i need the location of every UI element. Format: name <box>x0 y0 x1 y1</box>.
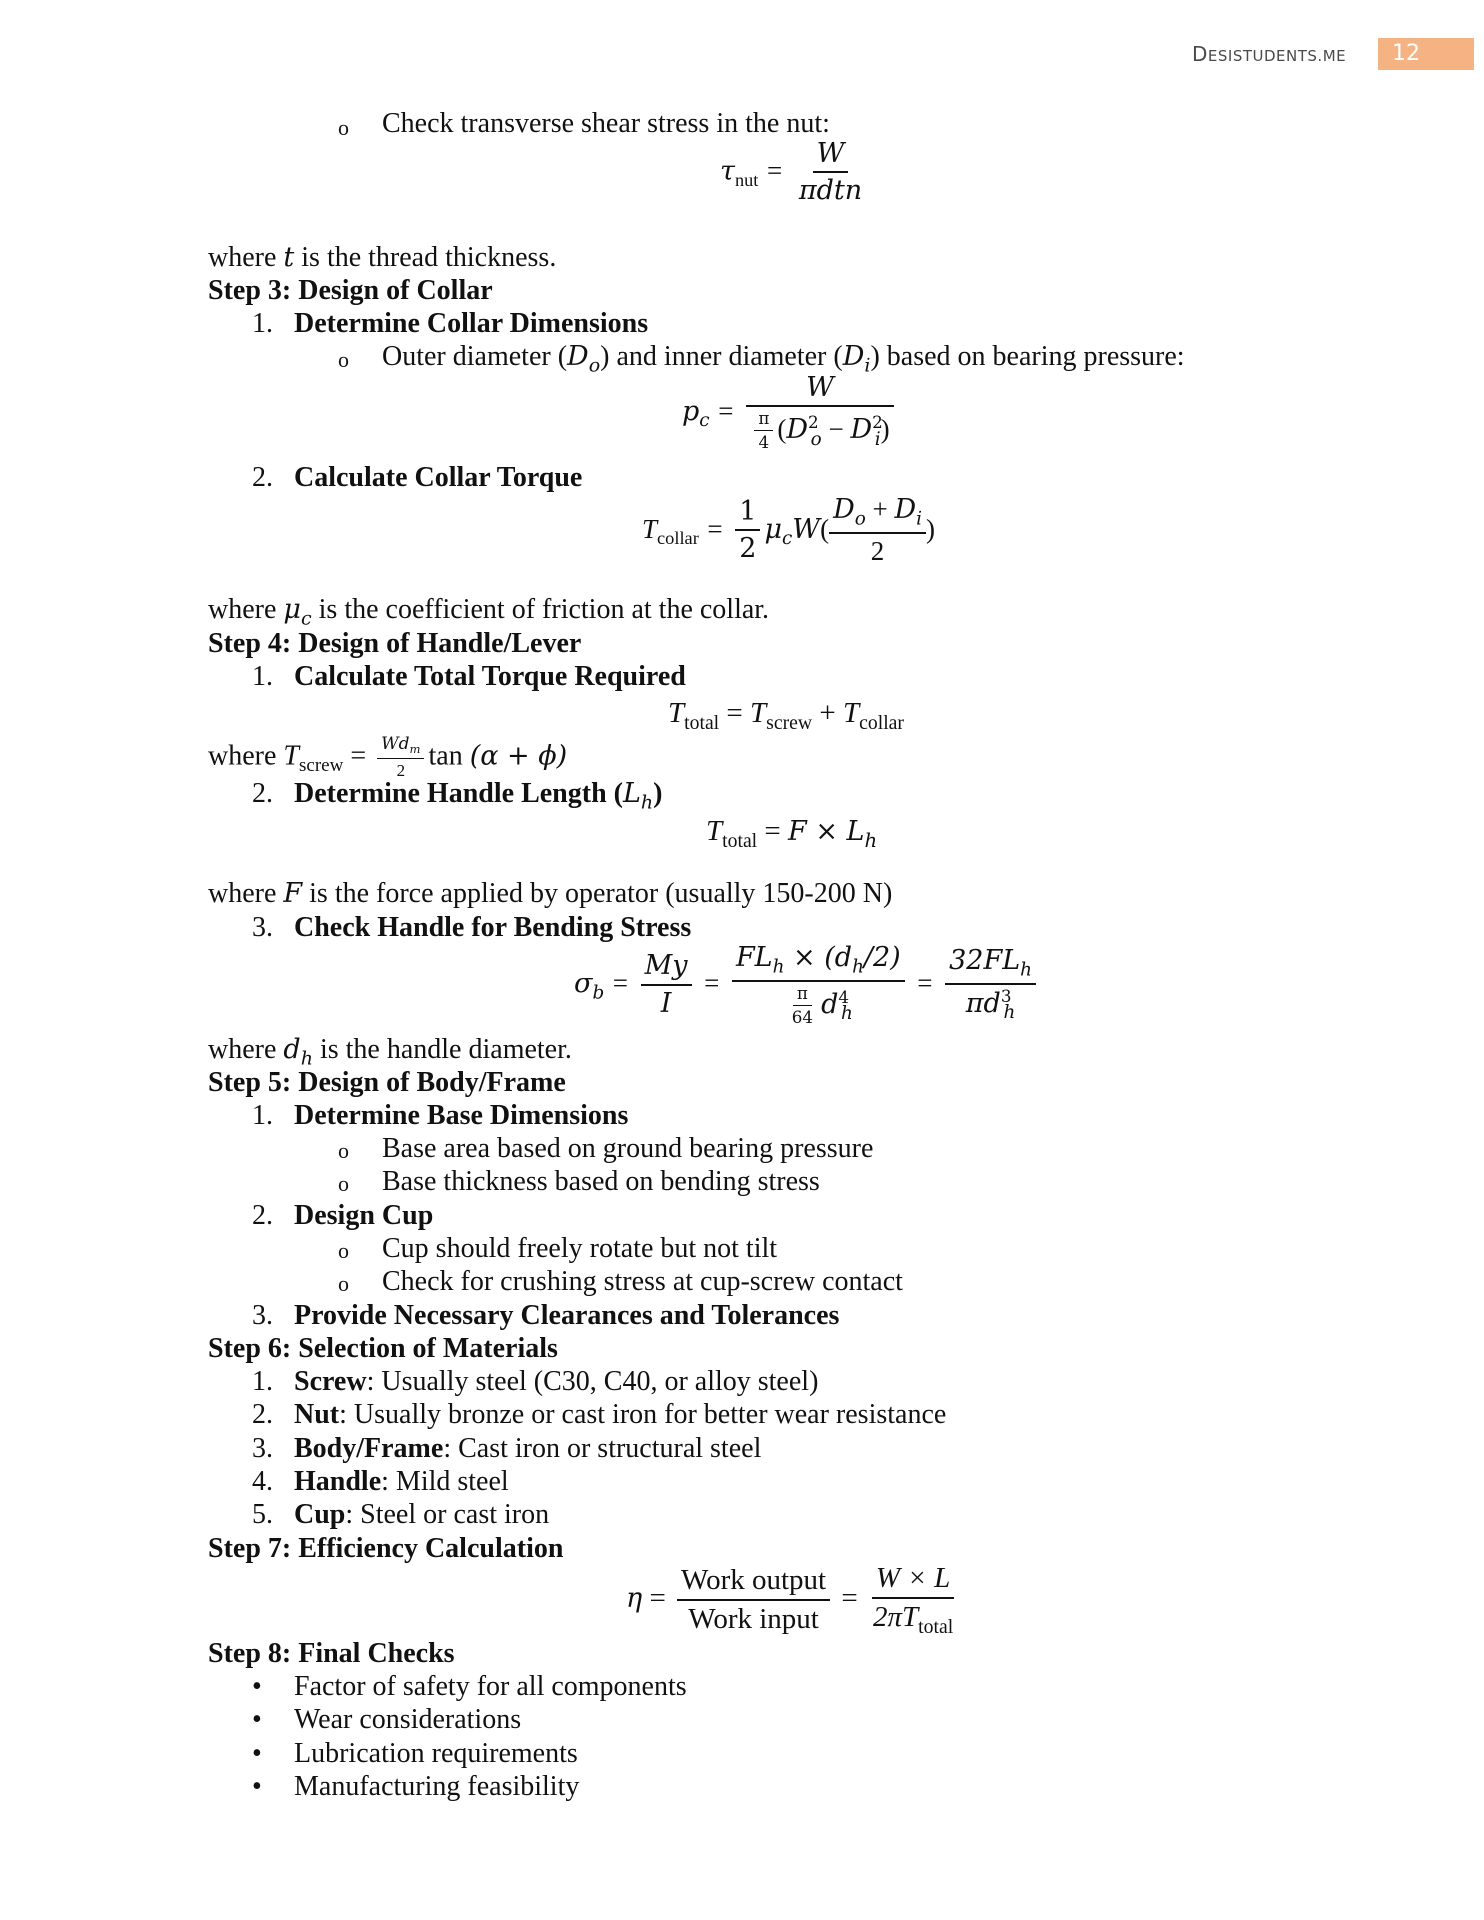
denominator: πdtn <box>798 175 863 207</box>
math-subscript: c <box>782 528 793 550</box>
text-run: where <box>208 594 284 625</box>
math-subscript: o <box>588 354 601 377</box>
site-name-rest: ESISTUDENTS.ME <box>1207 47 1347 65</box>
math-subscript: h <box>864 828 878 852</box>
material-item <box>252 1465 509 1499</box>
material-item <box>252 1398 946 1432</box>
item-label: Handle <box>294 1466 382 1497</box>
bullet-dot-icon: • <box>252 1771 262 1802</box>
numerator: W × L <box>872 1562 954 1599</box>
final-check-item: Manufacturing feasibility <box>294 1771 580 1802</box>
hollow-bullet-icon: o <box>338 1171 349 1196</box>
formula-subscript: screw <box>766 711 813 734</box>
step-5-item-2-number: 2. <box>252 1200 273 1231</box>
equals-sign: = <box>707 513 723 544</box>
sub-bullet-text: Cup should freely rotate but not tilt <box>382 1233 778 1264</box>
equals-sign: = <box>726 697 743 729</box>
math-subscript: h <box>772 956 785 978</box>
denominator <box>780 982 857 1027</box>
formula-collar-pressure <box>682 372 898 453</box>
step-6-heading: Step 6: Selection of Materials <box>208 1333 558 1364</box>
item-label: Body/Frame <box>294 1433 444 1464</box>
equals-sign: = <box>704 968 720 998</box>
formula-subscript: collar <box>657 528 699 549</box>
site-name-initial: D <box>1192 42 1208 66</box>
numerator <box>945 945 1036 985</box>
step-4-item-3-number: 3. <box>252 912 273 943</box>
math-expression: 2πT <box>872 1601 919 1634</box>
formula-symbol: p <box>682 395 700 427</box>
text-run: is the coefficient of friction at the collar. <box>311 594 770 625</box>
where-tscrew-text <box>208 735 567 783</box>
site-name <box>1192 42 1346 66</box>
item-text: : Usually steel (C30, C40, or alloy steel) <box>366 1366 819 1397</box>
numerator: W <box>813 138 849 173</box>
hollow-bullet-icon: o <box>338 347 349 372</box>
math-subscript: h <box>640 791 654 814</box>
fraction <box>735 496 760 564</box>
formula-subscript: total <box>722 829 758 852</box>
numerator <box>732 942 905 982</box>
denominator: 2 <box>870 535 885 566</box>
math-subscript: c <box>300 607 312 630</box>
step-5-item-1-number: 1. <box>252 1100 273 1131</box>
math-subscript: o <box>810 428 822 450</box>
item-number: 1. <box>252 1366 273 1397</box>
denominator: 4 <box>758 432 770 453</box>
math-var: d <box>821 988 839 1020</box>
numerator: Work output <box>677 1564 830 1601</box>
step-4-item-3-label: Check Handle for Bending Stress <box>294 912 692 943</box>
equals-sign: = <box>841 1582 858 1615</box>
item-number: 2. <box>252 1399 273 1430</box>
fraction <box>945 945 1036 1023</box>
formula-tau-nut <box>720 138 870 206</box>
fraction <box>732 942 905 1027</box>
step-3-item-2-number: 2. <box>252 462 273 493</box>
math-var: D <box>786 414 809 446</box>
formula-symbol: T <box>668 697 685 729</box>
denominator <box>962 985 1020 1024</box>
denominator <box>869 1599 957 1639</box>
math-subscript: o <box>854 508 866 530</box>
step-5-item-2-label: Design Cup <box>294 1200 434 1231</box>
step-4-heading: Step 4: Design of Handle/Lever <box>208 628 582 659</box>
equals-sign: = <box>764 815 781 847</box>
formula-symbol: η <box>626 1583 643 1615</box>
fraction <box>869 1562 957 1639</box>
math-expression: /2) <box>863 942 901 973</box>
superscript: 4 <box>838 986 850 1007</box>
formula-symbol: σ <box>574 968 593 999</box>
item-label: Screw <box>294 1366 367 1397</box>
formula-subscript: total <box>684 711 720 734</box>
formula-symbol: T <box>283 740 299 772</box>
page-number-box <box>1378 38 1474 70</box>
formula-subscript: collar <box>859 711 904 734</box>
formula-collar-torque <box>642 494 935 567</box>
math-var: t <box>283 242 295 273</box>
formula-efficiency <box>626 1562 961 1639</box>
fraction <box>795 138 866 206</box>
fraction <box>754 409 773 452</box>
denominator: 2 <box>739 533 757 565</box>
step-4-item-1-label: Calculate Total Torque Required <box>294 661 686 692</box>
step-7-heading: Step 7: Efficiency Calculation <box>208 1533 564 1564</box>
superscript: 2 <box>872 412 883 433</box>
formula-symbol: T <box>706 815 723 847</box>
step-3-item-1-number: 1. <box>252 308 273 339</box>
item-text: : Steel or cast iron <box>345 1499 550 1530</box>
hollow-bullet-icon: o <box>338 115 349 140</box>
formula-bending-stress <box>574 942 1040 1027</box>
math-expression: πd <box>965 988 1001 1020</box>
equals-sign: = <box>718 395 734 426</box>
step-3-heading: Step 3: Design of Collar <box>208 275 493 306</box>
item-label: Nut <box>294 1399 340 1430</box>
paren: ( <box>820 513 830 544</box>
item-text: : Cast iron or structural steel <box>443 1433 762 1464</box>
equals-sign: = <box>917 968 933 998</box>
step-5-item-1-label: Determine Base Dimensions <box>294 1100 629 1131</box>
superscript: 2 <box>808 412 819 433</box>
formula-handle-length <box>706 814 877 858</box>
text-run: where <box>208 878 284 909</box>
math-var: FL <box>735 942 773 973</box>
sub-bullet-text: Check transverse shear stress in the nut: <box>382 108 830 139</box>
denominator: 64 <box>791 1006 814 1027</box>
item-number: 4. <box>252 1466 273 1497</box>
step-5-heading: Step 5: Design of Body/Frame <box>208 1067 566 1098</box>
numerator: 1 <box>735 496 760 531</box>
math-var: d <box>283 1034 301 1065</box>
text-run: where <box>208 1034 284 1065</box>
material-item <box>252 1365 818 1399</box>
step-4-item-2-label <box>294 777 663 820</box>
text-run: is the handle diameter. <box>312 1034 572 1065</box>
paren: ( <box>777 414 787 445</box>
math-var: D <box>894 494 917 525</box>
hollow-bullet-icon: o <box>338 1271 349 1296</box>
math-subscript: m <box>409 742 421 757</box>
formula-symbol: T <box>642 513 658 544</box>
equals-sign: = <box>612 968 629 998</box>
text-run: ) <box>653 778 663 809</box>
item-number: 5. <box>252 1499 273 1530</box>
sub-bullet-item <box>338 110 349 145</box>
math-var: Wd <box>381 734 410 754</box>
math-var: W <box>792 513 821 545</box>
formula-subscript: b <box>592 982 605 1004</box>
numerator: My <box>641 950 692 985</box>
denominator: 2 <box>396 761 406 781</box>
math-subscript: h <box>841 1003 853 1025</box>
sub-bullet-text: Check for crushing stress at cup-screw contact <box>382 1266 903 1297</box>
math-subscript: h <box>1020 959 1032 981</box>
paren: ) <box>880 414 890 445</box>
formula-subscript: total <box>918 1616 954 1639</box>
step-5-item-3-label: Provide Necessary Clearances and Tolerances <box>294 1300 840 1331</box>
plus-sign: + <box>865 494 895 524</box>
final-check-item: Factor of safety for all components <box>294 1671 687 1702</box>
text-run: ) and inner diameter ( <box>600 341 843 372</box>
fraction <box>829 494 926 567</box>
math-var: D <box>833 494 855 525</box>
superscript: 3 <box>1000 985 1012 1006</box>
step-4-item-2-number: 2. <box>252 778 273 809</box>
text-run: Determine Handle Length ( <box>294 778 623 809</box>
final-check-item: Wear considerations <box>294 1704 522 1735</box>
denominator: Work input <box>688 1603 819 1636</box>
math-subscript: i <box>916 508 923 530</box>
math-var: D <box>850 414 873 446</box>
math-subscript: h <box>852 956 864 978</box>
page-number: 12 <box>1392 41 1420 66</box>
formula-subscript: c <box>699 410 710 432</box>
fraction <box>746 372 894 453</box>
item-label: Cup <box>294 1499 346 1530</box>
numerator: W <box>746 372 894 407</box>
material-item <box>252 1432 761 1466</box>
numerator <box>377 735 424 759</box>
equals-sign: = <box>649 1582 666 1615</box>
text-run: where <box>208 740 284 772</box>
formula-symbol: T <box>842 697 860 729</box>
math-var: μ <box>283 594 301 625</box>
math-expression: F × L <box>788 816 865 847</box>
plus-sign: + <box>819 697 836 729</box>
paren: ) <box>926 513 936 544</box>
step-8-heading: Step 8: Final Checks <box>208 1638 455 1669</box>
text-run: ) based on bearing pressure: <box>870 341 1185 372</box>
math-var: μ <box>764 513 782 545</box>
numerator: π <box>793 984 812 1006</box>
math-expression: 32FL <box>949 945 1021 977</box>
math-var: D <box>842 341 865 372</box>
minus-sign: − <box>821 414 851 445</box>
bullet-dot-icon: • <box>252 1738 262 1769</box>
formula-total-torque <box>668 696 904 740</box>
step-5-item-3-number: 3. <box>252 1300 273 1331</box>
math-subscript: i <box>864 354 871 377</box>
hollow-bullet-icon: o <box>338 1138 349 1163</box>
bullet-dot-icon: • <box>252 1671 262 1702</box>
formula-subscript: screw <box>298 755 344 777</box>
item-number: 3. <box>252 1433 273 1464</box>
tan-function: tan <box>428 740 463 772</box>
numerator <box>829 494 926 534</box>
step-3-item-2-label: Calculate Collar Torque <box>294 462 583 493</box>
text-run: is the thread thickness. <box>294 242 557 273</box>
item-text: : Mild steel <box>381 1466 509 1497</box>
where-f-text <box>208 877 892 911</box>
denominator <box>746 407 893 452</box>
equals-sign: = <box>767 155 783 186</box>
where-t-text <box>208 241 556 275</box>
text-run: is the force applied by operator (usually 150-200 N) <box>302 878 893 909</box>
math-subscript: h <box>300 1047 313 1070</box>
hollow-bullet-icon: o <box>338 1238 349 1263</box>
step-4-item-1-number: 1. <box>252 661 273 692</box>
final-check-item: Lubrication requirements <box>294 1738 578 1769</box>
text-run: where <box>208 242 284 273</box>
numerator: π <box>754 409 773 431</box>
math-expression: (α + ϕ) <box>469 740 568 772</box>
formula-symbol: τ <box>720 155 735 187</box>
math-expression: × (d <box>784 942 853 973</box>
denominator: I <box>660 987 672 1019</box>
bullet-dot-icon: • <box>252 1704 262 1735</box>
text-run: Outer diameter ( <box>382 341 568 372</box>
sub-bullet-text: Base thickness based on bending stress <box>382 1166 820 1197</box>
fraction <box>641 950 692 1018</box>
math-subscript: i <box>874 428 881 450</box>
item-text: : Usually bronze or cast iron for better wear resistance <box>339 1399 947 1430</box>
equals-sign: = <box>350 740 367 772</box>
formula-subscript: nut <box>734 169 759 190</box>
formula-symbol: T <box>750 697 767 729</box>
math-var: F <box>283 878 303 909</box>
math-subscript: h <box>1003 1002 1016 1024</box>
fraction <box>377 735 424 781</box>
sub-bullet-text: Base area based on ground bearing pressure <box>382 1133 874 1164</box>
material-item <box>252 1498 549 1532</box>
step-3-item-1-label: Determine Collar Dimensions <box>294 308 649 339</box>
fraction <box>677 1564 830 1637</box>
math-var: L <box>622 778 641 809</box>
fraction <box>788 984 817 1027</box>
math-var: D <box>567 341 589 372</box>
